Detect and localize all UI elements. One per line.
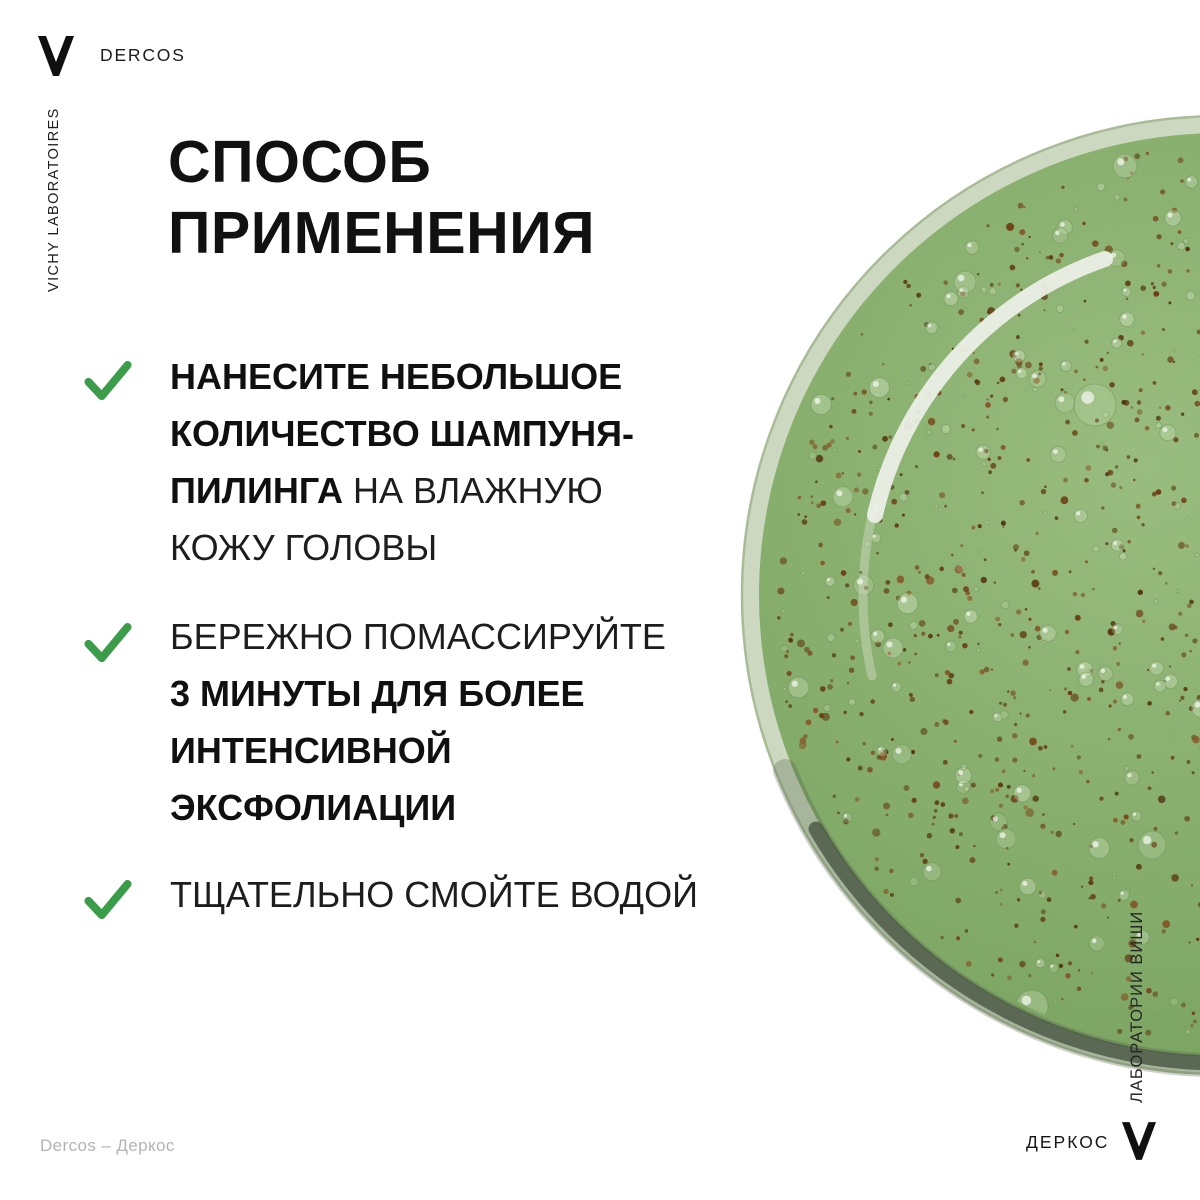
bullet-line: [170, 608, 770, 665]
bullet-line: [170, 348, 770, 405]
page-title-line2: ПРИМЕНЕНИЯ: [168, 200, 596, 266]
vertical-label-vichy-laboratoires: VICHY LABORATOIRES: [46, 107, 62, 292]
bullet-line: [170, 722, 770, 779]
footer-transliteration-note: Dercos – Деркос: [40, 1136, 175, 1155]
page-title-line1: СПОСОБ: [168, 129, 432, 195]
checkmark-icon: [84, 621, 132, 665]
page-title: [168, 127, 595, 269]
bullet-text-segment: БЕРЕЖНО ПОМАССИРУЙТЕ: [170, 616, 666, 657]
bullet-text-segment: 3 МИНУТЫ ДЛЯ БОЛЕЕ: [170, 673, 585, 714]
bullet-line: [170, 405, 770, 462]
bullet-text-segment: НА ВЛАЖНУЮ: [343, 470, 603, 511]
checkmark-icon: [84, 878, 132, 922]
footer-brand-derkos: ДЕРКОС: [1026, 1132, 1110, 1152]
vertical-label-laboratorii-vishi: ЛАБОРАТОРИИ ВИШИ: [1128, 910, 1146, 1103]
bullet-text-segment: ИНТЕНСИВНОЙ: [170, 730, 452, 771]
vichy-logo: [38, 36, 74, 76]
instruction-step-2: [170, 608, 770, 836]
bullet-line: [170, 779, 770, 836]
bullet-line: [170, 462, 770, 519]
bullet-text-segment: ТЩАТЕЛЬНО СМОЙТЕ ВОДОЙ: [170, 874, 698, 915]
bullet-text-segment: КОЛИЧЕСТВО ШАМПУНЯ-: [170, 413, 635, 454]
vichy-logo-footer: [1122, 1122, 1156, 1160]
instruction-step-3: [170, 866, 770, 923]
bullet-line: [170, 866, 770, 923]
bullet-line: [170, 519, 770, 576]
brand-dercos: DERCOS: [100, 45, 186, 65]
bullet-text-segment: КОЖУ ГОЛОВЫ: [170, 527, 438, 568]
bullet-line: [170, 665, 770, 722]
bullet-text-segment: НАНЕСИТЕ НЕБОЛЬШОЕ: [170, 356, 623, 397]
instruction-step-1: [170, 348, 770, 576]
bullet-text-segment: ПИЛИНГА: [170, 470, 344, 511]
bullet-text-segment: ЭКСФОЛИАЦИИ: [170, 787, 457, 828]
checkmark-icon: [84, 359, 132, 403]
